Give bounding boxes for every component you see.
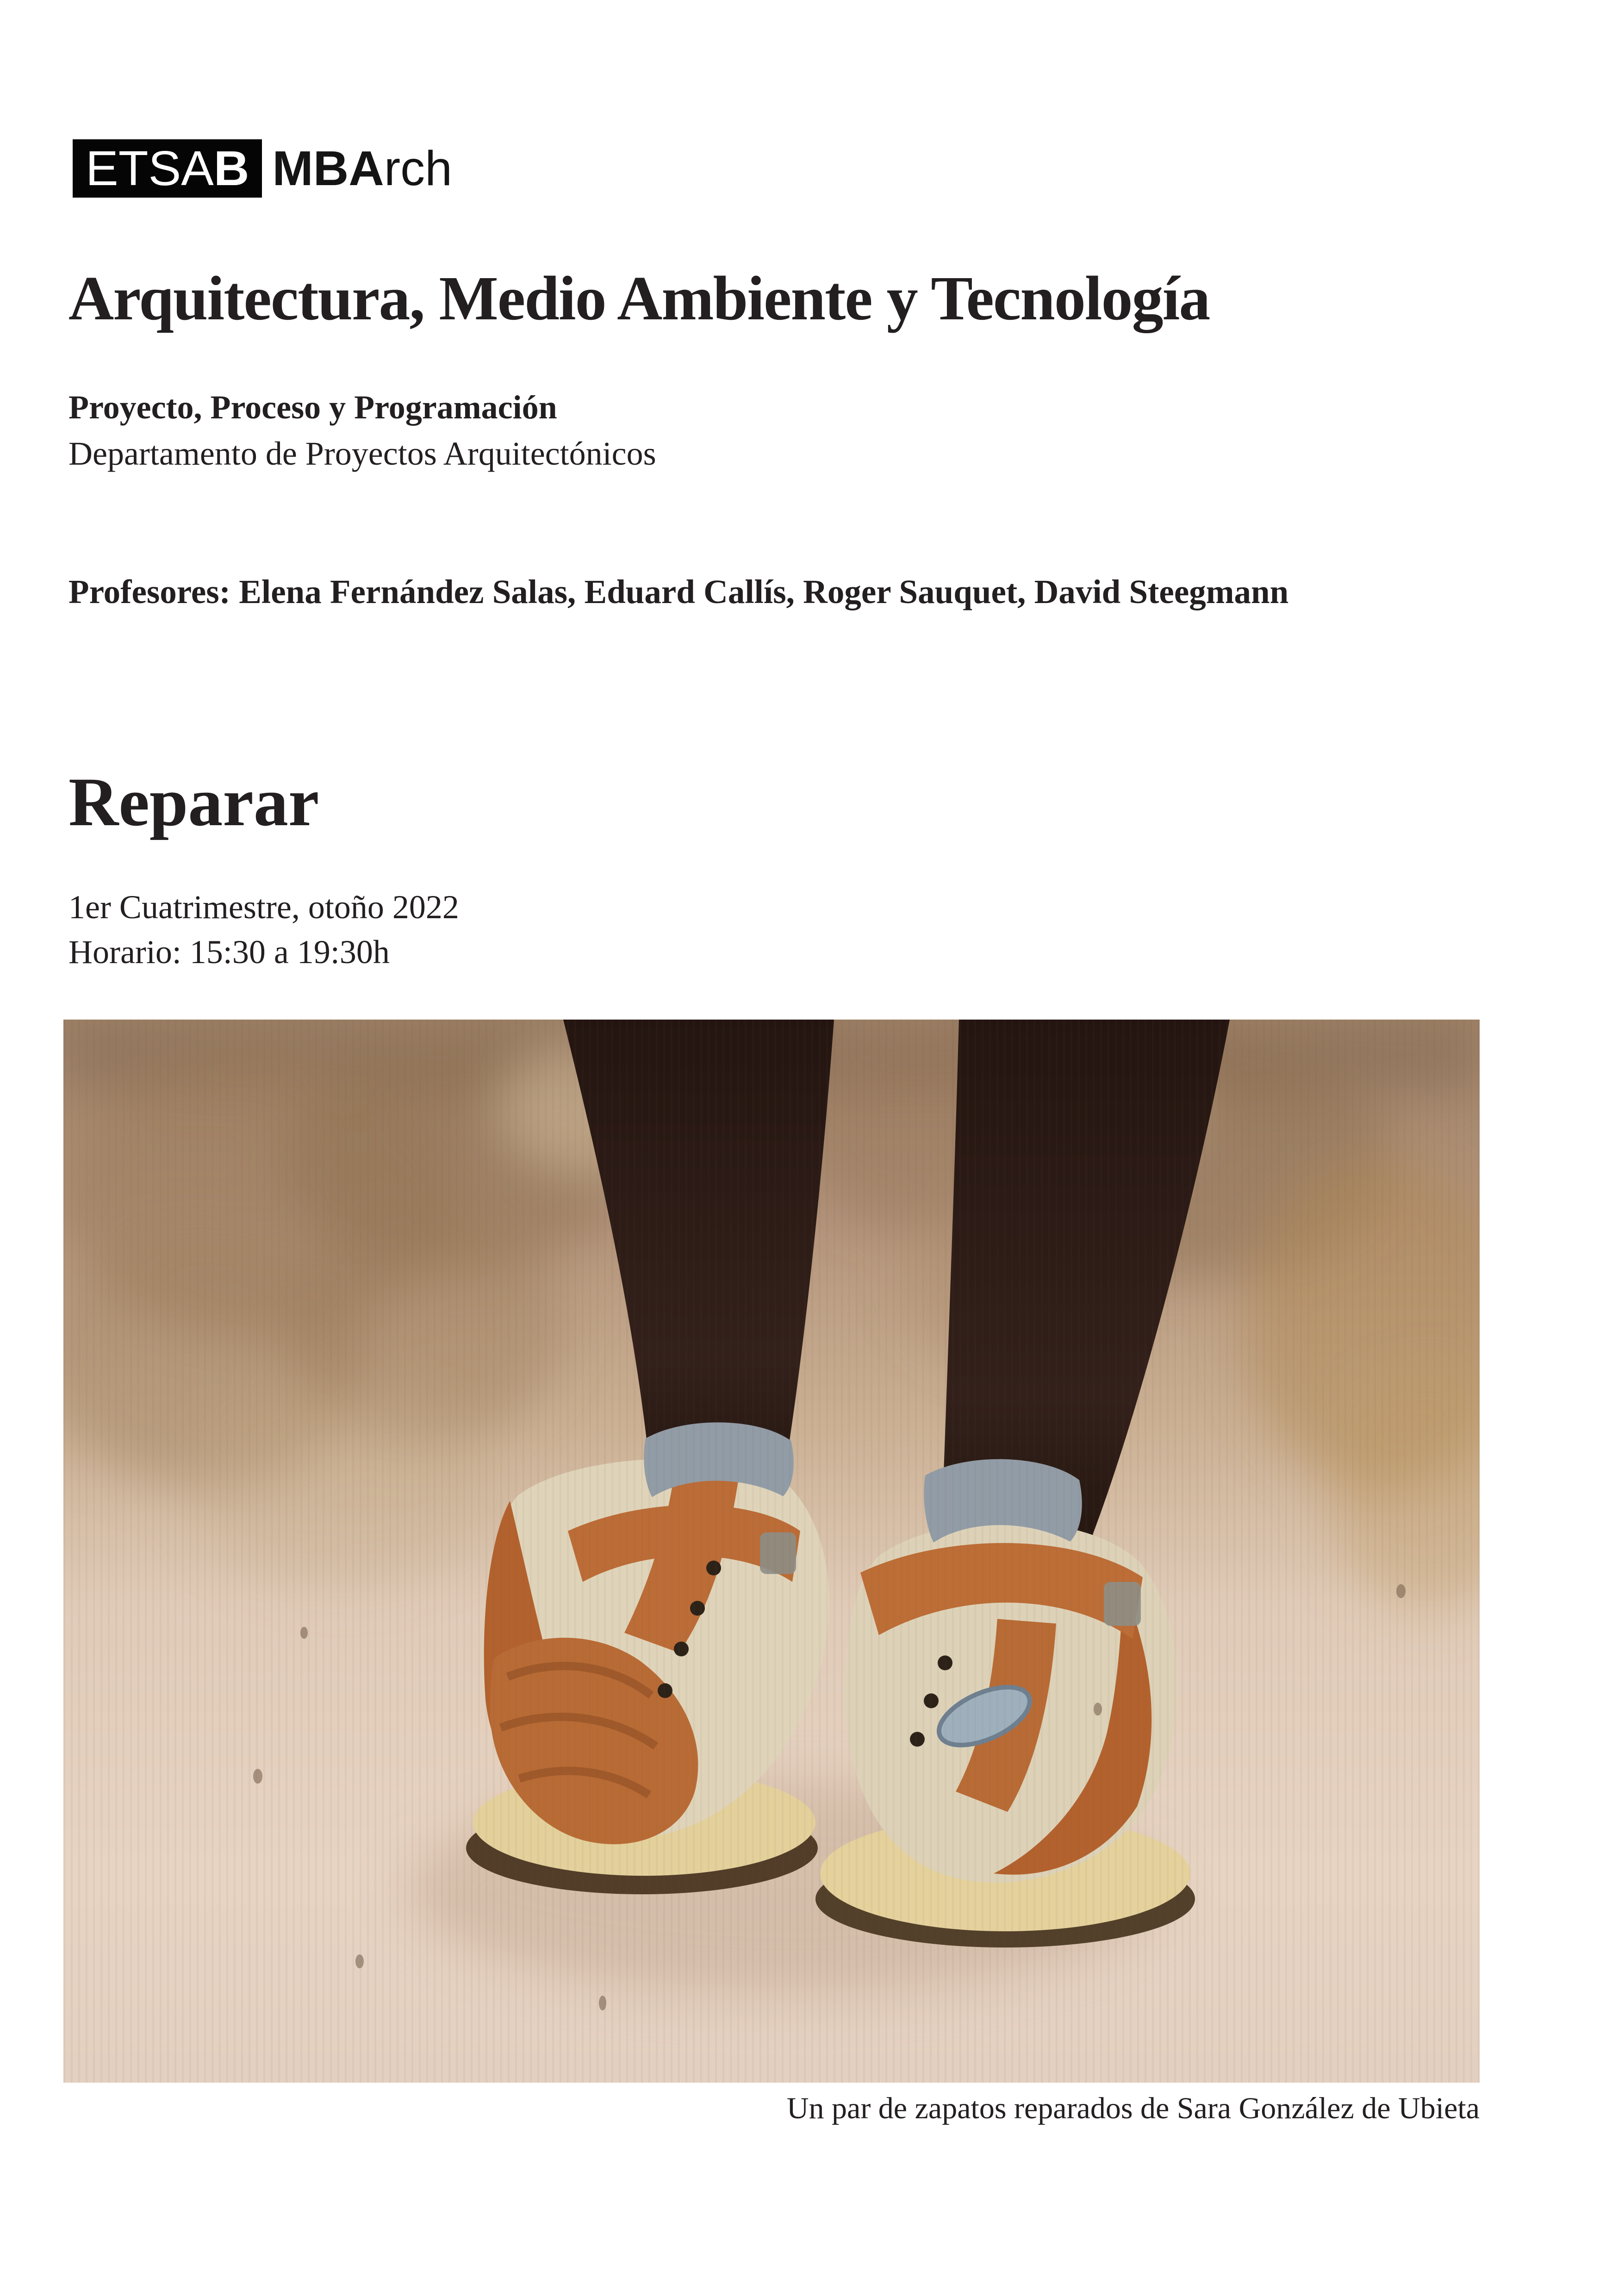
photo-repaired-shoes — [63, 1020, 1480, 2083]
page-title: Arquitectura, Medio Ambiente y Tecnología — [68, 264, 1210, 333]
mbarch-logo-bold: MBA — [272, 141, 384, 196]
program-block — [68, 384, 656, 477]
course-title: Reparar — [68, 764, 319, 840]
department-name: Departamento de Proyectos Arquitectónicos — [68, 435, 656, 472]
etsab-logo-bold: B — [213, 141, 249, 196]
photo-illustration — [63, 1020, 1480, 2083]
etsab-logo-box — [73, 139, 262, 198]
mbarch-logo-regular: rch — [384, 141, 453, 196]
schedule-line: Horario: 15:30 a 19:30h — [68, 933, 390, 971]
figure-caption: Un par de zapatos reparados de Sara González de Ubieta — [786, 2091, 1480, 2125]
etsab-logo-regular: ETSA — [86, 141, 214, 196]
etsab-mbarch-logo — [73, 139, 452, 198]
photo-texture-overlay — [63, 1020, 1480, 2083]
mbarch-logo-text — [272, 139, 452, 198]
program-name: Proyecto, Proceso y Programación — [68, 389, 557, 426]
professors-line: Profesores: Elena Fernández Salas, Eduard Callís, Roger Sauquet, David Steegmann — [68, 573, 1289, 610]
semester-line: 1er Cuatrimestre, otoño 2022 — [68, 889, 459, 926]
schedule-block — [68, 885, 459, 975]
